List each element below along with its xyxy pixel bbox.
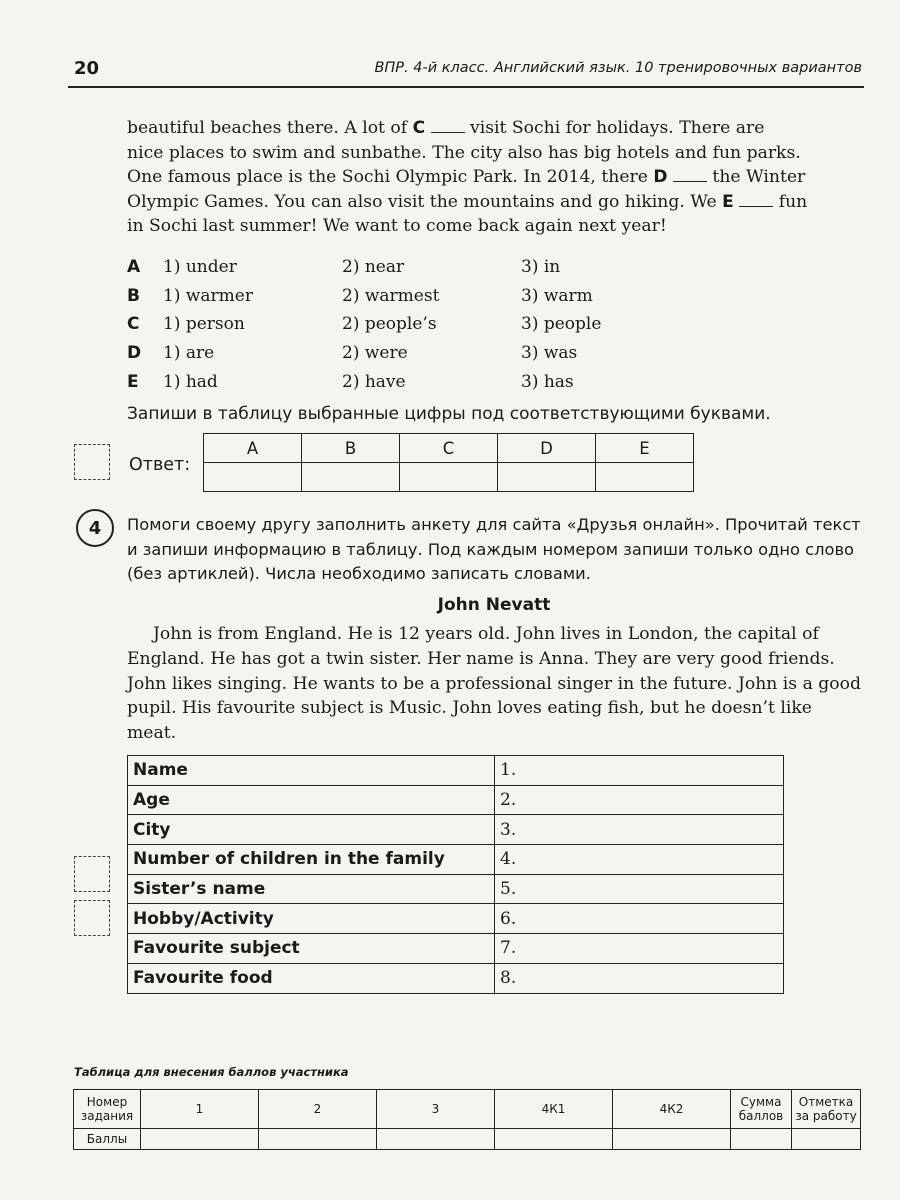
option-row bbox=[127, 282, 687, 311]
score-header: 2 bbox=[259, 1090, 377, 1129]
score-cell[interactable] bbox=[731, 1129, 792, 1150]
score-cell[interactable] bbox=[613, 1129, 731, 1150]
answer-options bbox=[127, 253, 687, 396]
form-answer-field[interactable]: 4. bbox=[495, 845, 784, 875]
text-line: visit Sochi for holidays. There are bbox=[470, 118, 765, 138]
score-table bbox=[73, 1089, 861, 1150]
form-question: Sister’s name bbox=[128, 874, 495, 904]
option-1[interactable]: 1) warmer bbox=[163, 285, 253, 306]
text-line: One famous place is the Sochi Olympic Park. In 2014, there bbox=[127, 167, 648, 188]
form-row bbox=[128, 756, 784, 786]
running-title: ВПР. 4-й класс. Английский язык. 10 тренировочных вариантов bbox=[374, 60, 862, 76]
score-cell[interactable] bbox=[141, 1129, 259, 1150]
task4-instruction: Помоги своему другу заполнить анкету для сайта «Друзья онлайн». Прочитай текст и запиши информацию в таблицу. Под каждым номером запиши только одно слово (без артиклей). Числа необходимо записать словами. bbox=[127, 515, 861, 584]
option-2[interactable]: 2) were bbox=[342, 343, 408, 364]
answer-col-header: B bbox=[302, 434, 400, 463]
text-line: the Winter bbox=[712, 167, 806, 188]
profile-form-table bbox=[127, 755, 784, 994]
form-answer-field[interactable]: 1. bbox=[495, 756, 784, 786]
text-line: in Sochi last summer! We want to come back again next year! bbox=[127, 216, 667, 237]
answer-col-header: C bbox=[400, 434, 498, 463]
answer-cell-c[interactable] bbox=[400, 463, 498, 492]
score-header: 4К2 bbox=[613, 1090, 731, 1129]
gap-letter-e: E bbox=[722, 191, 734, 212]
option-letter: E bbox=[127, 371, 139, 392]
score-header: Номер задания bbox=[74, 1090, 141, 1129]
gap-blank bbox=[739, 192, 773, 207]
form-answer-field[interactable]: 5. bbox=[495, 874, 784, 904]
option-2[interactable]: 2) have bbox=[342, 371, 406, 392]
form-question: City bbox=[128, 815, 495, 845]
answer-cell-e[interactable] bbox=[596, 463, 694, 492]
task3-text bbox=[127, 116, 865, 239]
score-box-task4-k2[interactable] bbox=[74, 900, 110, 936]
option-1[interactable]: 1) person bbox=[163, 314, 245, 335]
answer-cell-d[interactable] bbox=[498, 463, 596, 492]
form-row bbox=[128, 845, 784, 875]
text-line: Olympic Games. You can also visit the mountains and go hiking. We bbox=[127, 191, 717, 212]
option-letter: C bbox=[127, 314, 140, 335]
answer-col-header: D bbox=[498, 434, 596, 463]
option-2[interactable]: 2) warmest bbox=[342, 285, 440, 306]
score-cell[interactable] bbox=[259, 1129, 377, 1150]
gap-blank bbox=[673, 167, 707, 182]
form-question: Favourite food bbox=[128, 963, 495, 993]
score-header: Отметка за работу bbox=[792, 1090, 861, 1129]
answer-col-header: E bbox=[596, 434, 694, 463]
answer-table bbox=[203, 433, 694, 492]
score-header: Сумма баллов bbox=[731, 1090, 792, 1129]
text-line: fun bbox=[778, 191, 808, 212]
option-1[interactable]: 1) under bbox=[163, 257, 237, 278]
score-box-task3[interactable] bbox=[74, 444, 110, 480]
form-question: Hobby/Activity bbox=[128, 904, 495, 934]
story-title: John Nevatt bbox=[437, 595, 551, 615]
form-question: Number of children in the family bbox=[128, 845, 495, 875]
form-answer-field[interactable]: 3. bbox=[495, 815, 784, 845]
option-letter: A bbox=[127, 257, 141, 278]
task4-number: 4 bbox=[76, 509, 114, 547]
form-row bbox=[128, 874, 784, 904]
form-answer-field[interactable]: 7. bbox=[495, 934, 784, 964]
option-3[interactable]: 3) people bbox=[521, 314, 602, 335]
score-cell[interactable] bbox=[377, 1129, 495, 1150]
gap-blank bbox=[431, 118, 465, 133]
form-question: Name bbox=[128, 756, 495, 786]
form-question: Age bbox=[128, 785, 495, 815]
answer-cell-a[interactable] bbox=[204, 463, 302, 492]
answer-col-header: A bbox=[204, 434, 302, 463]
page-number: 20 bbox=[74, 58, 100, 79]
gap-letter-c: C bbox=[412, 118, 426, 138]
text-line: beautiful beaches there. A lot of bbox=[127, 118, 408, 138]
text-line: nice places to swim and sunbathe. The city also has big hotels and fun parks. bbox=[127, 142, 801, 163]
option-letter: D bbox=[127, 343, 142, 364]
option-row bbox=[127, 253, 687, 282]
form-row bbox=[128, 785, 784, 815]
score-cell[interactable] bbox=[792, 1129, 861, 1150]
score-box-task4-k1[interactable] bbox=[74, 856, 110, 892]
option-3[interactable]: 3) warm bbox=[521, 285, 593, 306]
story-text: John is from England. He is 12 years old. John lives in London, the capital of England. He has got a twin sister. Her name is Anna. They are very good friends. John likes singing. He wants to be a professional singer in the future. John is a good pupil. His favourite subject is Music. John loves eating fish, but he doesn’t like meat. bbox=[127, 624, 861, 744]
gap-letter-d: D bbox=[653, 167, 668, 188]
answer-label: Ответ: bbox=[129, 455, 191, 475]
form-answer-field[interactable]: 8. bbox=[495, 963, 784, 993]
task3-instruction: Запиши в таблицу выбранные цифры под соответствующими буквами. bbox=[127, 404, 771, 424]
score-row-label: Баллы bbox=[74, 1129, 141, 1150]
score-table-caption: Таблица для внесения баллов участника bbox=[74, 1065, 349, 1079]
score-header: 4К1 bbox=[495, 1090, 613, 1129]
form-row bbox=[128, 904, 784, 934]
form-row bbox=[128, 963, 784, 993]
form-row bbox=[128, 934, 784, 964]
option-3[interactable]: 3) has bbox=[521, 371, 574, 392]
option-row bbox=[127, 339, 687, 368]
score-cell[interactable] bbox=[495, 1129, 613, 1150]
form-answer-field[interactable]: 2. bbox=[495, 785, 784, 815]
form-question: Favourite subject bbox=[128, 934, 495, 964]
option-3[interactable]: 3) was bbox=[521, 343, 578, 364]
option-3[interactable]: 3) in bbox=[521, 257, 561, 278]
answer-cell-b[interactable] bbox=[302, 463, 400, 492]
option-1[interactable]: 1) are bbox=[163, 343, 215, 364]
form-row bbox=[128, 815, 784, 845]
option-row bbox=[127, 310, 687, 339]
score-header: 3 bbox=[377, 1090, 495, 1129]
option-letter: B bbox=[127, 285, 140, 306]
header-rule bbox=[68, 86, 864, 88]
form-answer-field[interactable]: 6. bbox=[495, 904, 784, 934]
score-header: 1 bbox=[141, 1090, 259, 1129]
option-row bbox=[127, 367, 687, 396]
option-2[interactable]: 2) people’s bbox=[342, 314, 437, 335]
option-2[interactable]: 2) near bbox=[342, 257, 405, 278]
option-1[interactable]: 1) had bbox=[163, 371, 218, 392]
